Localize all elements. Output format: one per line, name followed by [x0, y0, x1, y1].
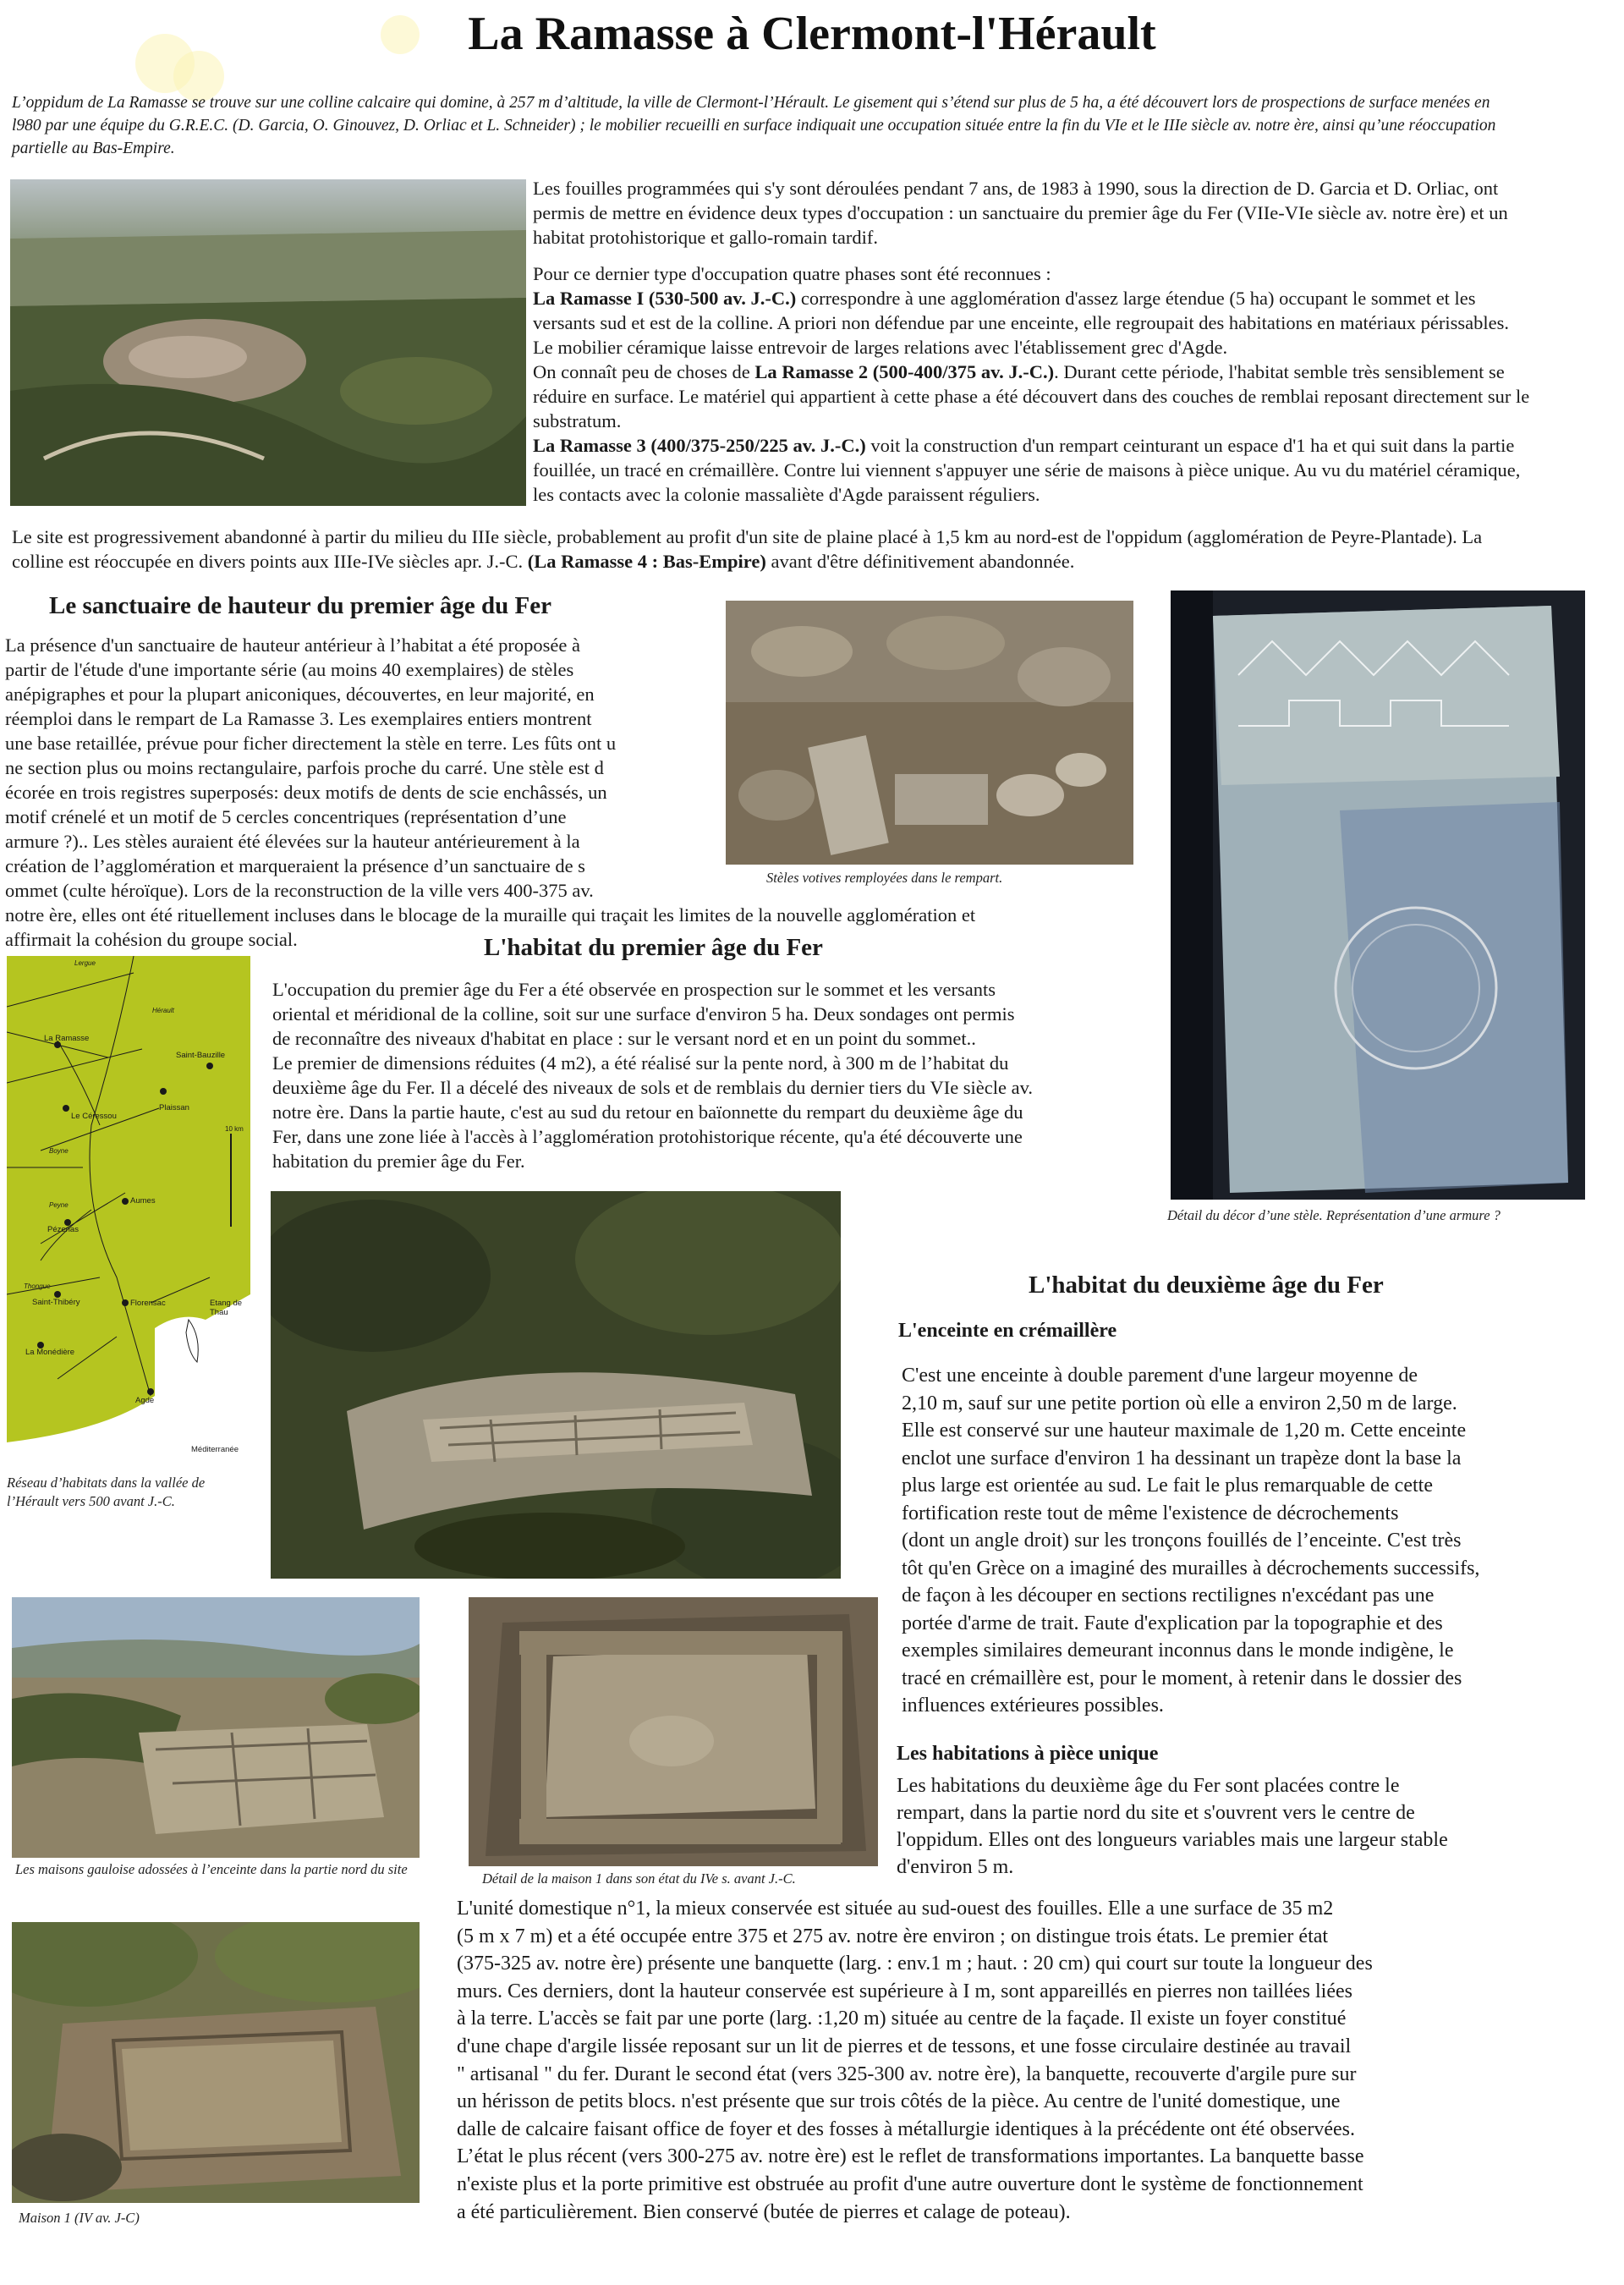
abandonment-text: Le site est progressivement abandonné à partir du milieu du IIIe siècle, probablement au profit d'un site de plaine placé à 1,5 km au nord-est de l'oppidum (agglomération de Peyre-Plantade). La colline est réoccupée en divers points aux IIIe-IVe siècles apr. J.-C. [12, 526, 1483, 572]
stele-detail-caption: Détail du décor d’une stèle. Représentation d’une armure ? [1167, 1207, 1501, 1223]
map-label: Aumes [130, 1196, 156, 1206]
aerial-photo [10, 179, 526, 506]
map-river-label: Peyne [49, 1201, 69, 1209]
history-phase-1 [533, 286, 1531, 360]
house1-detail-photo [469, 1597, 878, 1866]
second-iron-heading: L'habitat du deuxième âge du Fer [1029, 1272, 1384, 1299]
map-river-label: Lergue [74, 959, 96, 967]
habitations-line: Les habitations du deuxième âge du Fer sont placées contre le [897, 1775, 1400, 1797]
unit1-text [457, 1895, 1373, 2226]
habitations-line: d'environ 5 m. [897, 1856, 1014, 1878]
habitations-subheading: Les habitations à pièce unique [897, 1743, 1159, 1765]
enceinte-line: C'est une enceinte à double parement d'une largeur moyenne de [902, 1365, 1418, 1387]
enceinte-subheading: L'enceinte en crémaillère [898, 1320, 1117, 1342]
phase-1-text: correspondre à une agglomération d'assez large étendue (5 ha) occupant le sommet et les versants sud et est de la colline. A priori non défendue par une enceinte, elle regroupait des habitations en matériaux périssables. Le mobilier céramique laisse entrevoir de larges relations avec l'établissement grec d'Agde. [533, 288, 1509, 358]
unit1-line: à la terre. L'accès se fait par une porte (larg. :1,20 m) située au centre de la façade. Il existe un foyer constitué [457, 2008, 1347, 2030]
enceinte-line: de façon à les découper en sections rectilignes n'excédant pas une [902, 1585, 1435, 1607]
sanctuary-line: La présence d'un sanctuaire de hauteur antérieur à l’habitat a été proposée à [5, 634, 580, 656]
first-iron-line: Fer, dans une zone liée à l'accès à l’agglomération protohistorique récente, qu'a été découverte une [272, 1126, 1023, 1147]
sanctuary-line: réemploi dans le rempart de La Ramasse 3. Les exemplaires entiers montrent [5, 708, 592, 729]
sanctuary-line: anépigraphes et pour la plupart aniconiques, découvertes, en leur majorité, en [5, 684, 595, 705]
history-block [533, 176, 1531, 507]
sanctuary-line: armure ?).. Les stèles auraient été élevées sur la hauteur antérieurement à la [5, 831, 580, 852]
unit1-line: a été particulièrement. Bien conservé (butée de pierres et calage de poteau). [457, 2200, 1071, 2223]
habitations-line: rempart, dans la partie nord du site et s'ouvrent vers le centre de [897, 1802, 1415, 1824]
map-river-label: Hérault [152, 1007, 174, 1014]
enceinte-line: enclot une surface d'environ 1 ha dessinant un trapèze dont la base la [902, 1447, 1462, 1469]
map-label: Agde [135, 1396, 155, 1405]
enceinte-line: fortification reste tout de même l'existence de décrochements [902, 1502, 1399, 1524]
first-iron-line: deuxième âge du Fer. Il a décelé des niveaux de sols et de remblais du dernier tiers du VIe siècle av. [272, 1077, 1034, 1098]
sanctuary-line: création de l’agglomération et marqueraient la présence d’un sanctuaire de s [5, 855, 585, 876]
sanctuary-line: ommet (culte héroïque). Lors de la reconstruction de la ville vers 400-375 av. [5, 880, 594, 901]
sanctuary-line: ne section plus ou moins rectangulaire, parfois proche du carré. Une stèle est d [5, 757, 604, 778]
first-iron-line: notre ère. Dans la partie haute, c'est au sud du retour en baïonnette du rempart du deuxième âge du [272, 1101, 1023, 1123]
unit1-line: dalle de calcaire faisant office de foyer et des fosses à métallurgie identiques à la précédente ont été observées. [457, 2117, 1355, 2140]
first-iron-line: habitation du premier âge du Fer. [272, 1151, 525, 1172]
enceinte-line: 2,10 m, sauf sur une petite portion où elle a environ 2,50 m de large. [902, 1392, 1457, 1414]
phase-2-pre: On connaît peu de choses de [533, 361, 755, 382]
map-label: La Monédière [25, 1348, 75, 1357]
phase-3-label: La Ramasse 3 (400/375-250/225 av. J.-C.) [533, 435, 866, 456]
enceinte-line: tôt qu'en Grèce on a imaginé des murailles à décrochements successifs, [902, 1557, 1480, 1579]
enceinte-line: plus large est orientée au sud. Le fait le plus remarquable de cette [902, 1475, 1433, 1497]
steles-caption: Stèles votives remployées dans le rempart. [766, 870, 1003, 886]
unit1-line: d'une chape d'argile lissée reposant sur un lit de pierres et de tessons, et une fosse circulaire destinée au travail [457, 2035, 1352, 2057]
excavation-aerial-photo [271, 1191, 841, 1579]
unit1-line: L'unité domestique n°1, la mieux conservée est située au sud-ouest des fouilles. Elle a une surface de 35 m2 [457, 1898, 1334, 1920]
unit1-line: (375-325 av. notre ère) présente une banquette (larg. : env.1 m ; haut. : 20 cm) qui court sur toute la longueur des [457, 1953, 1373, 1975]
history-phase-3 [533, 433, 1531, 507]
sanctuary-line: une base retaillée, prévue pour ficher directement la stèle en terre. Les fûts ont u [5, 733, 617, 754]
enceinte-line: influences extérieures possibles. [902, 1695, 1164, 1716]
unit1-line: un hérisson de petits blocs. n'est présente que sur trois côtés de la pièce. Au centre de l'unité domestique, une [457, 2090, 1341, 2113]
sanctuary-line: partir de l'étude d'une importante série (au moins 40 exemplaires) de stèles [5, 659, 574, 680]
enceinte-line: tracé en crémaillère est, pour le moment, à retenir dans le dossier des [902, 1667, 1462, 1689]
map-label: Plaissan [159, 1103, 189, 1112]
phase-2-text: . Durant cette période, l'habitat semble très sensiblement se réduire en surface. Le matériel qui appartient à cette phase a été découvert dans des couches de remblai reposant directement sur le substratum. [533, 361, 1530, 431]
sanctuary-heading: Le sanctuaire de hauteur du premier âge du Fer [49, 592, 551, 619]
houses-caption: Les maisons gauloise adossées à l’enceinte dans la partie nord du site [15, 1861, 408, 1877]
enceinte-line: exemples similaires demeurant inconnus dans le monde indigène, le [902, 1640, 1454, 1662]
phase-1-label: La Ramasse I (530-500 av. J.-C.) [533, 288, 797, 309]
map-label: Saint-Bauzille [176, 1051, 226, 1060]
sanctuary-line: notre ère, elles ont été rituellement incluses dans le blocage de la muraille qui traçait les limites de la nouvelle agglomération et [5, 904, 976, 926]
first-iron-line: L'occupation du premier âge du Fer a été observée en prospection sur le sommet et les versants [272, 979, 996, 1000]
sanctuary-line: motif crénelé et un motif de 5 cercles concentriques (représentation d’une [5, 806, 567, 827]
history-paragraph-3 [12, 525, 1501, 574]
map-label: Etang de Thau [210, 1299, 243, 1317]
map-label: Florensac [130, 1299, 166, 1308]
first-iron-line: Le premier de dimensions réduites (4 m2), a été réalisé sur la pente nord, à 300 m de l’habitat du [272, 1052, 1009, 1074]
map-scale-label: 10 km [225, 1125, 244, 1133]
enceinte-line: Elle est conservé sur une hauteur maximale de 1,20 m. Cette enceinte [902, 1420, 1467, 1442]
map-label: Pézenas [47, 1225, 79, 1234]
gaulish-houses-photo [12, 1597, 420, 1858]
unit1-line: " artisanal " du fer. Durant le second état (vers 325-300 av. notre ère), la banquette, recouverte d'argile pure sur [457, 2063, 1357, 2085]
history-phase-2 [533, 360, 1531, 433]
first-iron-line: de reconnaître des niveaux d'habitat en place : sur le versant nord et en un point du sommet.. [272, 1028, 976, 1049]
first-iron-heading: L'habitat du premier âge du Fer [484, 934, 823, 961]
valley-map [7, 956, 250, 1458]
habitations-text [897, 1772, 1448, 1881]
first-iron-text [272, 977, 1033, 1173]
stele-detail-photo [1171, 590, 1585, 1200]
intro-paragraph: L’oppidum de La Ramasse se trouve sur une colline calcaire qui domine, à 257 m d’altitude, la ville de Clermont-l’Hérault. Le gisement qui s’étend sur plus de 5 ha, a été découvert lors de prospections de surface menées en l980 par une équipe du G.R.E.C. (D. Garcia, O. Ginouvez, D. Orliac et L. Schneider) ; le mobilier recueilli en surface indiquait une occupation située entre la fin du VIe et le IIIe siècle av. notre ère, ainsi qu’une réoccupation partielle au Bas-Empire. [12, 94, 1496, 157]
enceinte-text [902, 1362, 1479, 1720]
map-label: Saint-Thibéry [32, 1298, 80, 1307]
history-phases-lead: Pour ce dernier type d'occupation quatre phases sont été reconnues : [533, 263, 1051, 284]
unit1-line: (5 m x 7 m) et a été occupée entre 375 et 275 av. notre ère environ ; on distingue trois états. Le premier état [457, 1925, 1329, 1947]
map-label: Le Céressou [71, 1112, 117, 1121]
enceinte-line: portée d'arme de trait. Faute d'explication par la topographie et des [902, 1612, 1443, 1634]
map-caption: Réseau d’habitats dans la vallée de l’Hérault vers 500 avant J.-C. [7, 1475, 206, 1509]
enceinte-line: (dont un angle droit) sur les tronçons fouillés de l’enceinte. C'est très [902, 1530, 1462, 1552]
unit1-line: n'existe plus et la porte primitive est obstruée au profit d'une autre ouverture dont le système de fonctionnement [457, 2172, 1363, 2195]
page-title: La Ramasse à Clermont-l'Hérault [468, 8, 1156, 60]
habitations-line: l'oppidum. Elles ont des longueurs variables mais une largeur stable [897, 1829, 1448, 1851]
map-label: La Ramasse [44, 1034, 90, 1043]
house1-photo [12, 1922, 420, 2203]
steles-photo [726, 601, 1133, 865]
sanctuary-line: écorée en trois registres superposés: deux motifs de dents de scie enchâssés, un [5, 782, 607, 803]
house1-caption: Maison 1 (IV av. J-C) [19, 2210, 140, 2226]
abandonment-end: avant d'être définitivement abandonnée. [765, 551, 1075, 572]
history-paragraph-1: Les fouilles programmées qui s'y sont déroulées pendant 7 ans, de 1983 à 1990, sous la direction de D. Garcia et D. Orliac, ont permis de mettre en évidence deux types d'occupation : un sanctuaire du premier âge du Fer (VIIe-VIe siècle av. notre ère) et un habitat protohistorique et gallo-romain tardif. [533, 178, 1508, 248]
map-river-label: Boyne [49, 1147, 69, 1155]
map-label: Méditerranée [191, 1445, 239, 1454]
phase-2-label: La Ramasse 2 (500-400/375 av. J.-C.) [754, 361, 1055, 382]
house1-detail-caption: Détail de la maison 1 dans son état du IVe s. avant J.-C. [482, 1870, 796, 1887]
phase-3-text: voit la construction d'un rempart ceinturant un espace d'1 ha et qui suit dans la partie fouillée, un tracé en crémaillère. Contre lui viennent s'appuyer une série de maisons à pièce unique. Au vu du matériel céramique, les contacts avec la colonie massaliète d'Agde paraissent réguliers. [533, 435, 1521, 505]
first-iron-line: oriental et méridional de la colline, soit sur une surface d'environ 5 ha. Deux sondages ont permis [272, 1003, 1015, 1024]
map-river-label: Thongue [24, 1283, 51, 1290]
phase-4-label: (La Ramasse 4 : Bas-Empire) [527, 551, 766, 572]
unit1-line: murs. Ces derniers, dont la hauteur conservée est supérieure à I m, sont appareillés en pierres non taillées liées [457, 1980, 1352, 2002]
unit1-line: L’état le plus récent (vers 300-275 av. notre ère) est le reflet de transformations importantes. La banquette basse [457, 2145, 1364, 2168]
sanctuary-line: affirmait la cohésion du groupe social. [5, 929, 298, 950]
